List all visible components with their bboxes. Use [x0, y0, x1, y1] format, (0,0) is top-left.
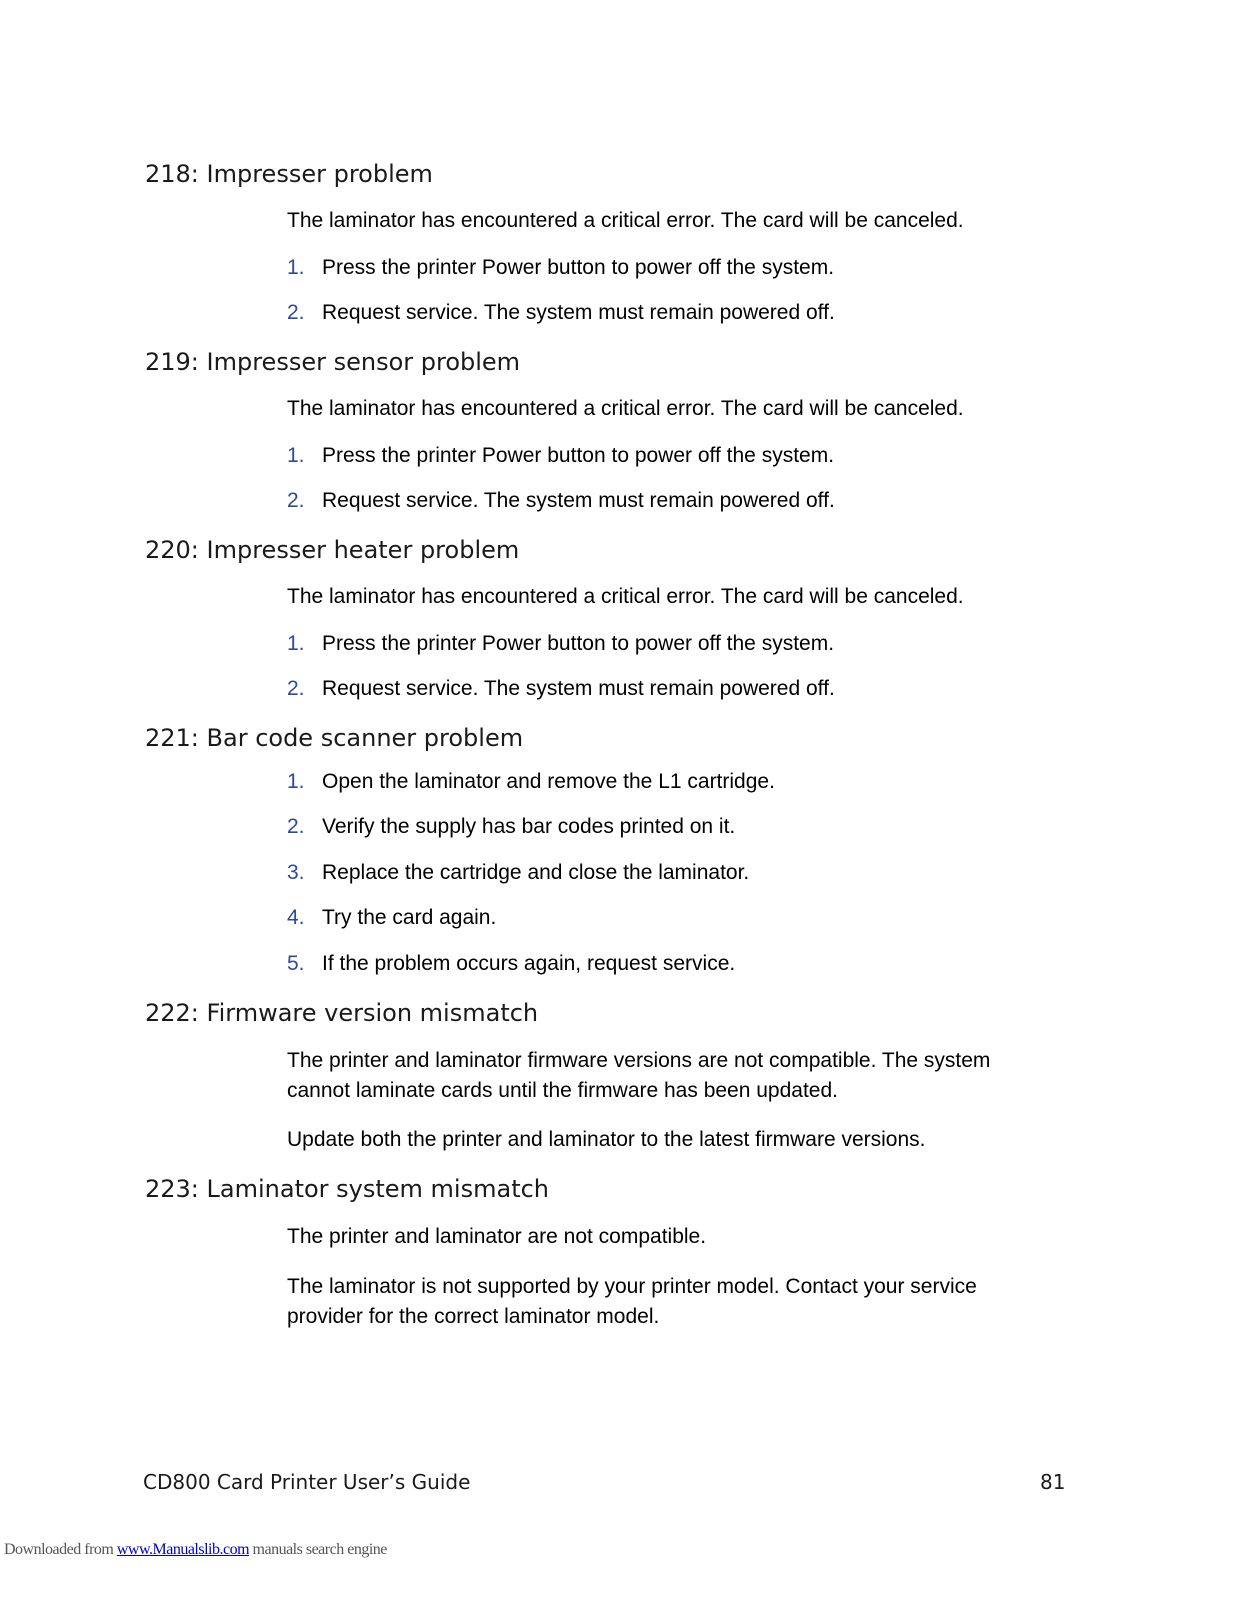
step-number: 2.	[287, 489, 305, 512]
list-item	[287, 812, 1047, 842]
step-number: 1.	[287, 632, 305, 655]
section-heading-220: 220: Impresser heater problem	[145, 536, 520, 564]
step-number: 2.	[287, 677, 305, 700]
step-number: 1.	[287, 256, 305, 279]
list-item	[287, 767, 1047, 797]
step-number: 4.	[287, 906, 305, 929]
section-paragraph: The laminator is not supported by your printer model. Contact your service provider for the correct laminator model.	[287, 1275, 977, 1328]
list-item	[287, 441, 1047, 471]
step-text: Press the printer Power button to power off the system.	[322, 444, 835, 467]
manualslib-link[interactable]: www.Manualslib.com	[116, 1541, 250, 1558]
list-item	[287, 674, 1047, 704]
section-paragraph: The printer and laminator are not compatible.	[287, 1225, 707, 1248]
footer-title: CD800 Card Printer User’s Guide	[143, 1470, 471, 1494]
download-prefix: Downloaded from	[4, 1541, 117, 1558]
section-heading-218: 218: Impresser problem	[145, 160, 433, 188]
section-intro-220: The laminator has encountered a critical error. The card will be canceled.	[287, 585, 964, 608]
step-number: 2.	[287, 301, 305, 324]
section-paragraph: Update both the printer and laminator to the latest firmware versions.	[287, 1128, 926, 1151]
section-heading-221: 221: Bar code scanner problem	[145, 724, 524, 752]
step-number: 1.	[287, 444, 305, 467]
list-item	[287, 903, 1047, 933]
list-item	[287, 298, 1047, 328]
section-intro-218: The laminator has encountered a critical error. The card will be canceled.	[287, 209, 964, 232]
section-heading-219: 219: Impresser sensor problem	[145, 348, 521, 376]
step-text: Request service. The system must remain powered off.	[322, 489, 835, 512]
step-number: 5.	[287, 952, 305, 975]
section-paragraph: The printer and laminator firmware versions are not compatible. The system cannot laminate cards until the firmware has been updated.	[287, 1049, 991, 1102]
download-banner	[4, 1541, 387, 1559]
list-item	[287, 949, 1047, 979]
step-text: Press the printer Power button to power off the system.	[322, 256, 835, 279]
step-number: 2.	[287, 815, 305, 838]
step-text: Open the laminator and remove the L1 cartridge.	[322, 770, 775, 793]
step-text: Replace the cartridge and close the laminator.	[322, 861, 750, 884]
step-text: If the problem occurs again, request service.	[322, 952, 736, 975]
step-number: 3.	[287, 861, 305, 884]
list-item	[287, 253, 1047, 283]
step-text: Press the printer Power button to power off the system.	[322, 632, 835, 655]
list-item	[287, 629, 1047, 659]
step-text: Request service. The system must remain powered off.	[322, 677, 835, 700]
step-text: Request service. The system must remain powered off.	[322, 301, 835, 324]
section-heading-222: 222: Firmware version mismatch	[145, 999, 539, 1027]
list-item	[287, 486, 1047, 516]
step-text: Verify the supply has bar codes printed on it.	[322, 815, 736, 838]
page-number: 81	[1040, 1470, 1066, 1494]
step-text: Try the card again.	[322, 906, 497, 929]
download-suffix: manuals search engine	[249, 1541, 387, 1558]
section-heading-223: 223: Laminator system mismatch	[145, 1175, 550, 1203]
step-number: 1.	[287, 770, 305, 793]
list-item	[287, 858, 1047, 888]
section-intro-219: The laminator has encountered a critical error. The card will be canceled.	[287, 397, 964, 420]
